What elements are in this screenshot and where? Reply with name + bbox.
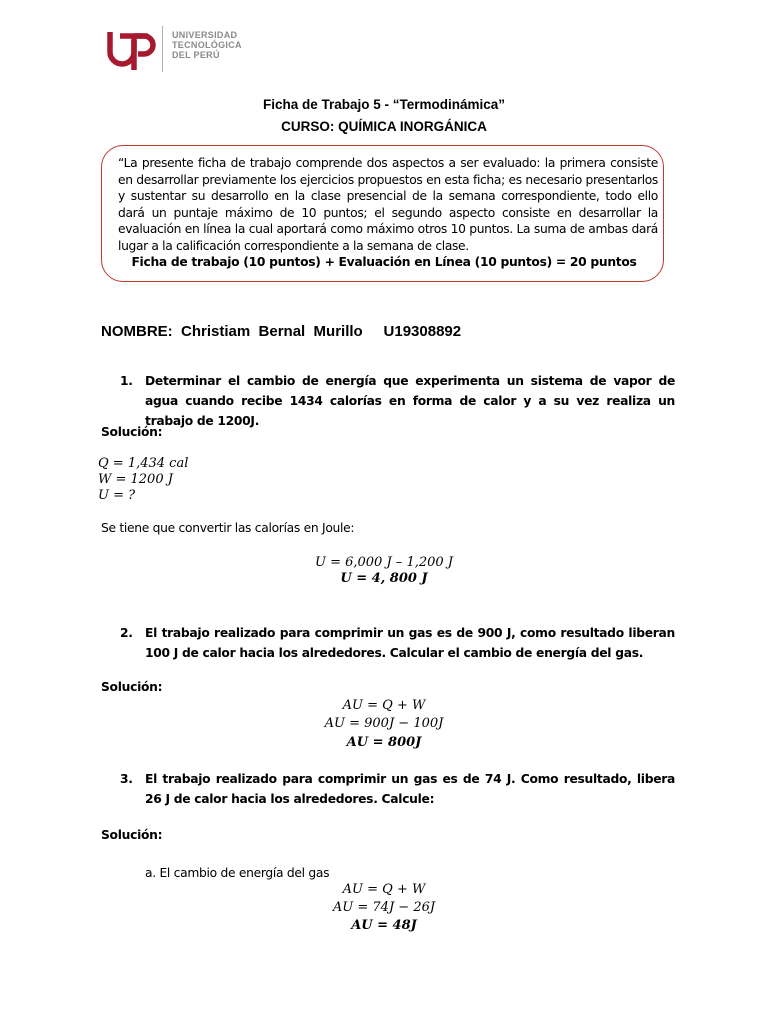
- logo-line: UNIVERSIDAD: [172, 30, 238, 40]
- solution-label: Solución:: [101, 828, 163, 842]
- question-text: El trabajo realizado para comprimir un gas es de 74 J. Como resultado, libera 26 J de calor hacia los alrededores. Calcule:: [145, 772, 675, 806]
- document-title: Ficha de Trabajo 5 - “Termodinámica”: [262, 97, 506, 112]
- equation: AU = Q + W: [342, 882, 426, 897]
- logo-divider: [162, 26, 163, 72]
- sub-item-a: a. El cambio de energía del gas: [145, 866, 330, 880]
- notice-formula: Ficha de trabajo (10 puntos) + Evaluación en Línea (10 puntos) = 20 puntos: [131, 255, 637, 269]
- result: AU = 800J: [346, 735, 422, 750]
- given-u: U = ?: [98, 488, 136, 503]
- logo-line: TECNOLÓGICA: [172, 40, 242, 50]
- course-title: CURSO: QUÍMICA INORGÁNICA: [281, 119, 487, 134]
- question-text: Determinar el cambio de energía que experimenta un sistema de vapor de agua cuando recibe 1434 calorías en forma de calor y a su vez realiza un trabajo de 1200J.: [145, 374, 675, 428]
- solution-label: Solución:: [101, 425, 163, 439]
- university-name: [172, 30, 242, 60]
- equation: AU = Q + W: [342, 698, 426, 713]
- question-text: El trabajo realizado para comprimir un gas es de 900 J, como resultado liberan 100 J de calor hacia los alrededores. Calcular el cambio de energía del gas.: [145, 626, 675, 660]
- equation: AU = 74J − 26J: [332, 900, 436, 915]
- result: AU = 48J: [351, 918, 417, 933]
- given-q: Q = 1,434 cal: [98, 456, 189, 471]
- notice-text: “La presente ficha de trabajo comprende dos aspectos a ser evaluado: la primera consiste en desarrollar previamente los ejercicios propuestos en esta ficha; es necesario presentarlos y sustentar su desarrollo en la clase presencial de la semana correspondiente, todo ello dará un puntaje máximo de 10 puntos; el segundo aspecto consiste en desarrollar la evaluación en línea la cual aportará como máximo otros 10 puntos. La suma de ambas dará lugar a la calificación correspondiente a la semana de clase.: [118, 156, 658, 253]
- solution-label: Solución:: [101, 680, 163, 694]
- student-name: NOMBRE: Christiam Bernal Murillo U19308892: [101, 323, 462, 340]
- question-number: 2.: [120, 626, 133, 640]
- given-w: W = 1200 J: [98, 472, 173, 487]
- equation: AU = 900J − 100J: [324, 716, 444, 731]
- result: U = 4, 800 J: [340, 571, 428, 586]
- logo-line: DEL PERÚ: [172, 50, 220, 60]
- question-number: 1.: [120, 374, 133, 388]
- question-number: 3.: [120, 772, 133, 786]
- conversion-note: Se tiene que convertir las calorías en Joule:: [101, 521, 355, 535]
- equation: U = 6,000 J – 1,200 J: [315, 555, 453, 570]
